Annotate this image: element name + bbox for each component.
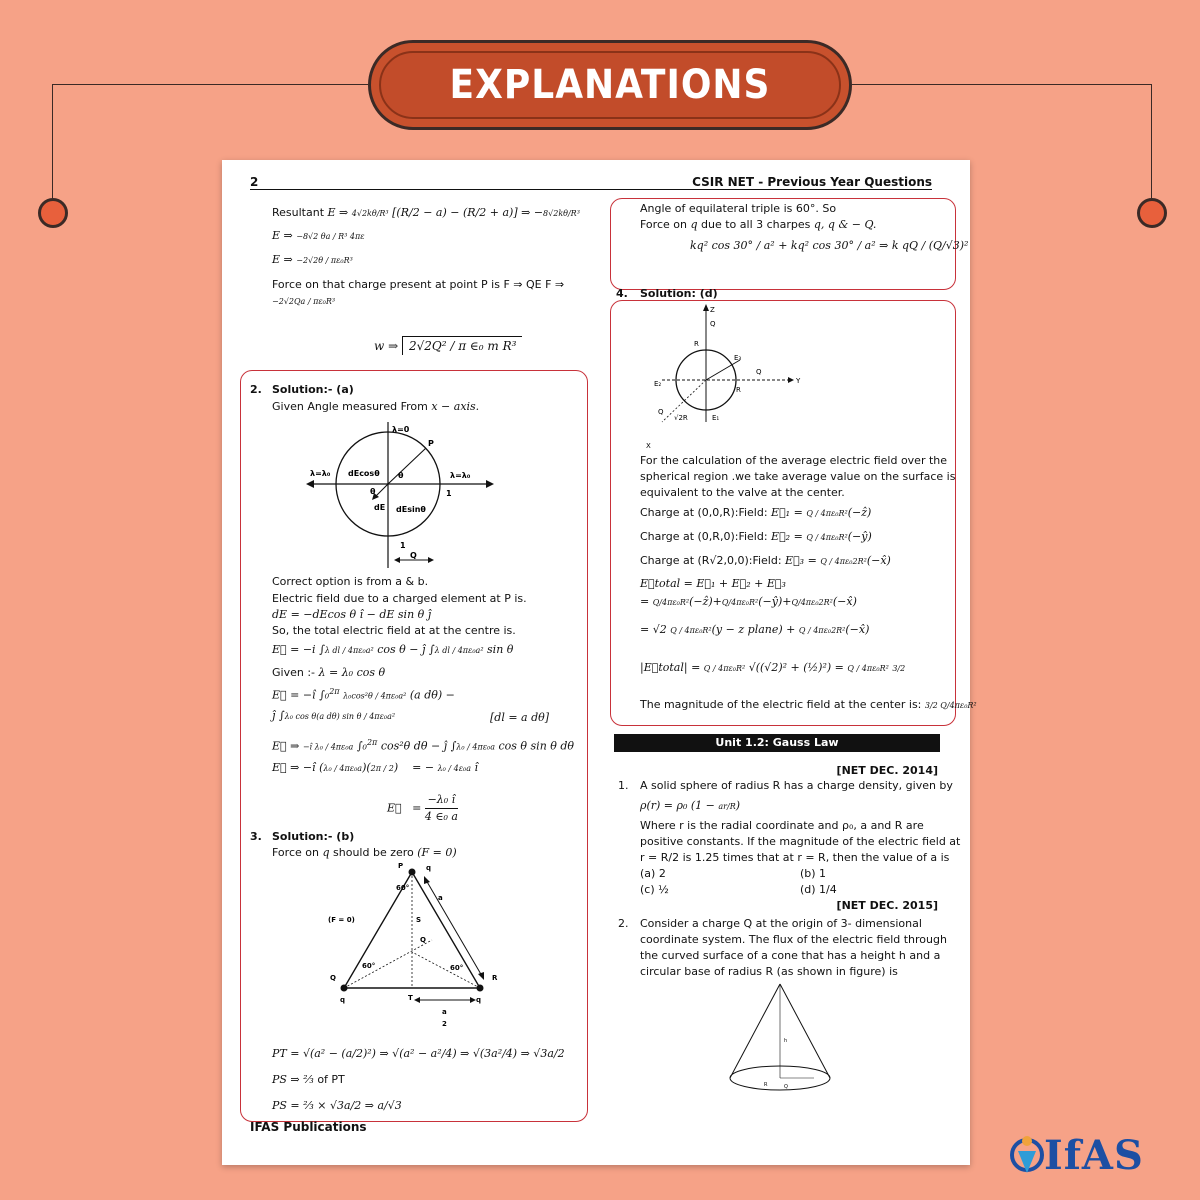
sol2-line-1: Correct option is from a & b.: [272, 575, 429, 588]
sol2-eq-2: ĵ ∫λ₀ cos θ(a dθ) sin θ / 4πε₀a²: [272, 709, 396, 722]
unit-title-bar: Unit 1.2: Gauss Law: [614, 734, 940, 752]
solution-2-title: Solution:- (a): [272, 383, 354, 396]
fig-de: dE: [374, 503, 386, 512]
fig-one-right: 1: [446, 489, 452, 498]
frame-line-left: [52, 84, 368, 85]
frame-vertical-right: [1151, 84, 1152, 200]
angle-formula: kq² cos 30° / a² + kq² cos 30° / a² ⇒ k qQ / (Q/√3)²: [690, 239, 969, 252]
sph-r2: R: [736, 386, 741, 394]
fig-lambda-left: λ=λ₀: [310, 469, 331, 478]
sol4-magnitude: The magnitude of the electric field at the center is: 3/2 Q/4πε₀R²: [640, 698, 977, 711]
sph-r1: R: [694, 340, 699, 348]
sol4-etotal-2: = Q/4πε₀R²(−ẑ)+Q/4πε₀R²(−ŷ)+Q/4πε₀2R²(−x̂): [640, 595, 857, 608]
sph-q3: Q: [658, 408, 664, 416]
tri-a2: a: [442, 1008, 447, 1016]
sol2-dl: [dl = a dθ]: [490, 711, 550, 724]
tri-p: P: [398, 862, 404, 870]
ifas-person-icon: [1010, 1133, 1044, 1177]
sol4-etotal: E⃗total = E⃗₁ + E⃗₂ + E⃗₃: [640, 577, 786, 590]
tri-qd: Q: [330, 974, 336, 982]
fig-theta-2: θ: [370, 487, 376, 496]
sph-e1: E₁: [712, 414, 720, 422]
tri-qb: q: [476, 996, 482, 1004]
e-line-1: E ⇒ −8√2 θa / R³ 4πε: [272, 229, 365, 242]
sph-r2r: √2R: [674, 414, 688, 422]
sol2-eq-5: E⃗ = $\frac{\text{−λ₀ î}}{\text{4 ∈₀ a}}$: [387, 793, 458, 823]
solution-4-title: Solution: (d): [640, 287, 718, 300]
tri-t: T: [408, 994, 413, 1002]
sphere-field-diagram: [642, 302, 812, 452]
frame-node-right: [1137, 198, 1167, 228]
solution-2-number: 2.: [250, 383, 262, 396]
page-header-title: CSIR NET - Previous Year Questions: [692, 175, 932, 189]
fig-one-bottom: 1: [400, 541, 406, 550]
sol4-para-1: For the calculation of the average electric field over the: [640, 454, 948, 467]
solution-4-number: 4.: [616, 287, 628, 300]
fig-lambda-right: λ=λ₀: [450, 471, 471, 480]
sol2-eq-3: E⃗ ⇒ −î λ₀ / 4πε₀a ∫₀$^{2\pi}$ cos²θ dθ − ĵ ∫λ₀ / 4πε₀a cos θ sin θ dθ: [272, 738, 575, 753]
q1-density: ρ(r) = ρ₀ (1 − ar/R): [640, 799, 741, 812]
fig-q: Q: [410, 551, 417, 560]
sol2-line-2: Electric field due to a charged element at P is.: [272, 592, 527, 605]
banner-title: EXPLANATIONS: [449, 62, 771, 108]
tri-s: S: [416, 916, 422, 924]
cone-q: Q: [784, 1084, 788, 1090]
tri-q1: q: [426, 864, 432, 872]
cone-diagram: [718, 980, 848, 1100]
q1-option-c: (c) ½: [640, 883, 669, 896]
q1-line-1: A solid sphere of radius R has a charge density, given by: [640, 779, 953, 792]
tri-f0: (F = 0): [328, 916, 355, 924]
document-page: [222, 160, 977, 1165]
sol4-charge-1: Charge at (0,0,R):Field: E⃗₁ = Q / 4πε₀R²(−ẑ): [640, 506, 872, 519]
sol2-e-integral: E⃗ = −i ∫λ dl / 4πε₀a² cos θ − ĵ ∫λ dl / 4πε₀a² sin θ: [272, 643, 514, 656]
e-line-2: E ⇒ −2√2θ / πε₀R³: [272, 253, 353, 266]
sol3-ps: PS ⇒ ⅔ of PT: [272, 1073, 345, 1086]
sph-e3: E₃: [734, 354, 742, 362]
page-number: 2: [250, 175, 259, 189]
sol2-given-line: Given :- λ = λ₀ cos θ: [272, 666, 386, 679]
force-line: Force on that charge present at point P is F ⇒ QE F ⇒: [272, 278, 565, 291]
sph-e2: E₂: [654, 380, 662, 388]
tri-a: a: [438, 894, 443, 902]
frame-vertical-left: [52, 84, 53, 200]
fig-p: P: [428, 439, 434, 448]
circle-charge-diagram: [302, 418, 512, 583]
tri-two: 2: [442, 1020, 447, 1028]
sph-z: Z: [710, 306, 715, 314]
q1-option-a: (a) 2: [640, 867, 666, 880]
q1-option-d: (d) 1/4: [800, 883, 837, 896]
fig-theta-1: θ: [398, 471, 404, 480]
fig-lambda-top: λ=0: [392, 425, 410, 434]
q1-line-2: Where r is the radial coordinate and ρ₀, a and R are: [640, 819, 924, 832]
banner: [368, 40, 852, 130]
tri-sixty-right: 60°: [450, 964, 464, 972]
cone-h: h: [784, 1038, 788, 1044]
sol4-para-3: equivalent to the valve at the center.: [640, 486, 845, 499]
force-fraction: −2√2Qa / πε₀R³: [272, 297, 336, 306]
sol4-charge-3: Charge at (R√2,0,0):Field: E⃗₃ = Q / 4πε₀2R²(−x̂): [640, 554, 891, 567]
ifas-logo-text: IfAS: [1044, 1131, 1144, 1179]
tri-qa: q: [340, 996, 346, 1004]
cone-r: R: [764, 1082, 768, 1088]
q2-tag: [NET DEC. 2015]: [836, 899, 938, 912]
sol2-eq-1: E⃗ = −î ∫₀$^{2\pi}$ λ₀cos²θ / 4πε₀a² (a dθ) −: [272, 687, 455, 702]
sol2-de-eq: dE = −dEcos θ î − dE sin θ ĵ: [272, 608, 432, 621]
frame-node-left: [38, 198, 68, 228]
solution-3-force: Force on q should be zero (F = 0): [272, 846, 457, 859]
fig-desin: dEsinθ: [396, 505, 426, 514]
sol2-line-3: So, the total electric field at at the centre is.: [272, 624, 516, 637]
ifas-logo: [1010, 1130, 1144, 1180]
sph-q: Q: [710, 320, 716, 328]
q2-line-3: the curved surface of a cone that has a height h and a: [640, 949, 941, 962]
sph-q2: Q: [756, 368, 762, 376]
q1-option-b: (b) 1: [800, 867, 827, 880]
frame-line-right: [852, 84, 1152, 85]
w-line: w ⇒ 2√2Q² / π ∈₀ m R³: [374, 338, 522, 354]
header-rule: [250, 189, 932, 190]
sol3-ps-2: PS = ⅔ × √3a/2 ⇒ a/√3: [272, 1099, 402, 1112]
q1-tag: [NET DEC. 2014]: [836, 764, 938, 777]
solution-2-given: Given Angle measured From x − axis.: [272, 400, 480, 413]
sph-y: Y: [796, 377, 801, 385]
q2-line-1: Consider a charge Q at the origin of 3- dimensional: [640, 917, 922, 930]
tri-r: R: [492, 974, 498, 982]
q2-line-4: circular base of radius R (as shown in figure) is: [640, 965, 898, 978]
sph-x: X: [646, 442, 651, 450]
fig-decos: dEcosθ: [348, 469, 380, 478]
sol4-charge-2: Charge at (0,R,0):Field: E⃗₂ = Q / 4πε₀R²(−ŷ): [640, 530, 872, 543]
q2-line-2: coordinate system. The flux of the electric field through: [640, 933, 947, 946]
tri-sixty-top: 60°: [396, 884, 410, 892]
footer-publisher: IFAS Publications: [250, 1120, 367, 1134]
resultant-line: Resultant E ⇒ 4√2kθ/R³ [(R/2 − a) − (R/2 + a)] ⇒ −8√2kθ/R³: [272, 206, 580, 219]
q1-number: 1.: [618, 779, 629, 792]
angle-line-2: Force on q due to all 3 charpes q, q & − Q.: [640, 218, 877, 231]
sol4-etotal-mag: |E⃗total| = Q / 4πε₀R² √((√2)² + (½)²) = Q / 4πε₀R² 3/2: [640, 661, 906, 674]
q2-number: 2.: [618, 917, 629, 930]
sol4-etotal-3: = √2 Q / 4πε₀R²(y − z plane) + Q / 4πε₀2R²(−x̂): [640, 623, 870, 636]
angle-line-1: Angle of equilateral triple is 60°. So: [640, 202, 837, 215]
solution-3-title: Solution:- (b): [272, 830, 355, 843]
tri-q2: Q: [420, 936, 426, 944]
solution-3-number: 3.: [250, 830, 262, 843]
triangle-charge-diagram: [322, 860, 522, 1030]
sol3-pt: PT = √(a² − (a/2)²) ⇒ √(a² − a²/4) ⇒ √(3a²/4) ⇒ √3a/2: [272, 1047, 565, 1060]
sol4-para-2: spherical region .we take average value on the surface is: [640, 470, 956, 483]
q1-line-3: positive constants. If the magnitude of the electric field at: [640, 835, 961, 848]
q1-line-4: r = R/2 is 1.25 times that at r = R, then the value of a is: [640, 851, 950, 864]
tri-sixty-left: 60°: [362, 962, 376, 970]
sol2-eq-4: E⃗ ⇒ −î (λ₀ / 4πε₀a)(2π / 2) = − λ₀ / 4ε₀a î: [272, 761, 479, 774]
